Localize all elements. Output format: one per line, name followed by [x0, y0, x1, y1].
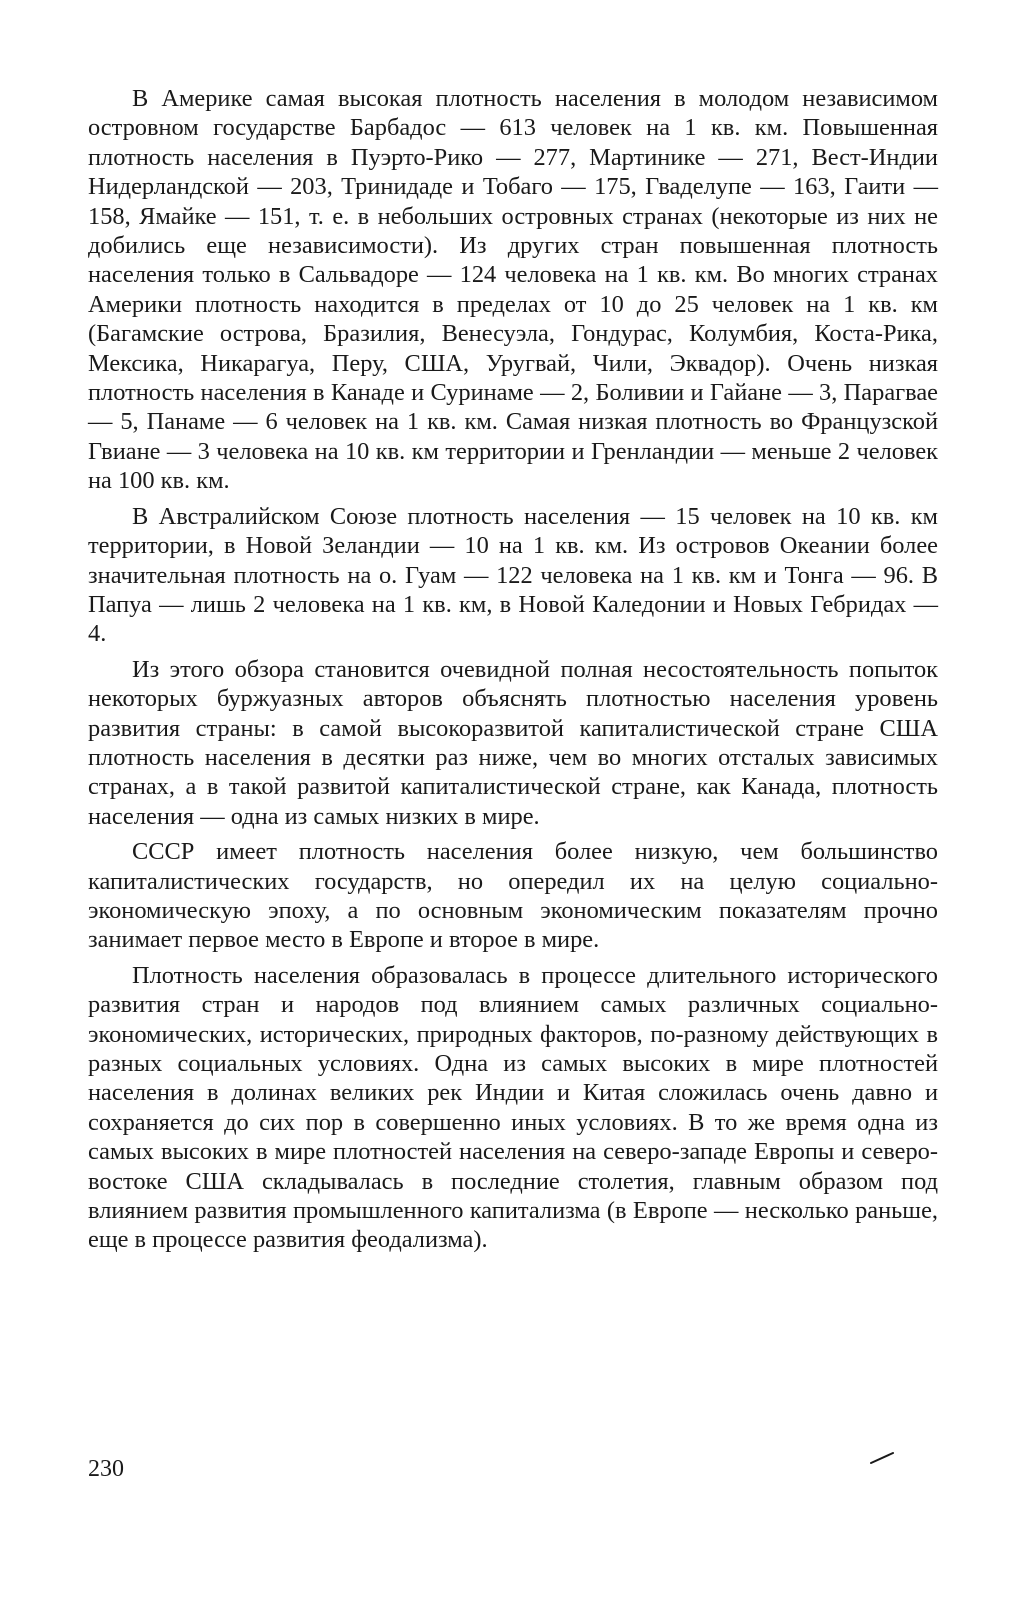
paragraph-ussr: СССР имеет плотность населения более низкую, чем большинство капиталистических государств, но опередил их на целую социально-экономическую эпоху, а по основным экономическим показателям прочно занимает первое место в Европе и второе в мире.: [88, 838, 938, 954]
printer-mark-icon: [868, 1448, 898, 1468]
paragraph-america: В Америке самая высокая плотность населения в молодом независимом островном государстве Барбадос — 613 человек на 1 кв. км. Повышенная плотность населения в Пуэрто-Рико — 277, Мартинике — 271, Вест-Индии Нидерландской — 203, Тринидаде и Тобаго — 175, Гваделупе — 163, Гаити — 158, Ямайке — 151, т. е. в небольших островных странах (некоторые из них не добились еще независимости). Из других стран повышенная плотность населения только в Сальвадоре — 124 человека на 1 кв. км. Во многих странах Америки плотность находится в пределах от 10 до 25 человек на 1 кв. км (Багамские острова, Бразилия, Венесуэла, Гондурас, Колумбия, Коста-Рика, Мексика, Никарагуа, Перу, США, Уругвай, Чили, Эквадор). Очень низкая плотность населения в Канаде и Суринаме — 2, Боливии и Гайане — 3, Парагвае — 5, Панаме — 6 человек на 1 кв. км. Самая низкая плотность во Французской Гвиане — 3 человека на 10 кв. км территории и Гренландии — меньше 2 человек на 100 кв. км.: [88, 85, 938, 495]
paragraph-overview-conclusion: Из этого обзора становится очевидной полная несостоятельность попыток некоторых буржуазных авторов объяснять плотностью населения уровень развития страны: в самой высокоразвитой капиталистической стране США плотность населения в десятки раз ниже, чем во многих отсталых зависимых странах, а в такой развитой капиталистической стране, как Канада, плотность населения — одна из самых низких в мире.: [88, 655, 938, 830]
paragraph-australia-oceania: В Австралийском Союзе плотность населения — 15 человек на 10 кв. км территории, в Новой Зеландии — 10 на 1 кв. км. Из островов Океании более значительная плотность на о. Гуам — 122 человека на 1 кв. км и Тонга — 96. В Папуа — лишь 2 человека на 1 кв. км, в Новой Каледонии и Новых Гебридах — 4.: [88, 502, 938, 648]
page-body: [88, 84, 938, 1255]
page-number: 230: [88, 1456, 124, 1482]
page-footer: [88, 1448, 938, 1488]
paragraph-historical-development: Плотность населения образовалась в процессе длительного исторического развития стран и народов под влиянием самых различных социально-экономических, исторических, природных факторов, по-разному действующих в разных социальных условиях. Одна из самых высоких в мире плотностей населения в долинах великих рек Индии и Китая сложилась очень давно и сохраняется до сих пор в совершенно иных условиях. В то же время одна из самых высоких в мире плотностей населения на северо-западе Европы и северо-востоке США складывалась в последние столетия, главным образом под влиянием развития промышленного капитализма (в Европе — несколько раньше, еще в процессе развития феодализма).: [88, 961, 938, 1254]
